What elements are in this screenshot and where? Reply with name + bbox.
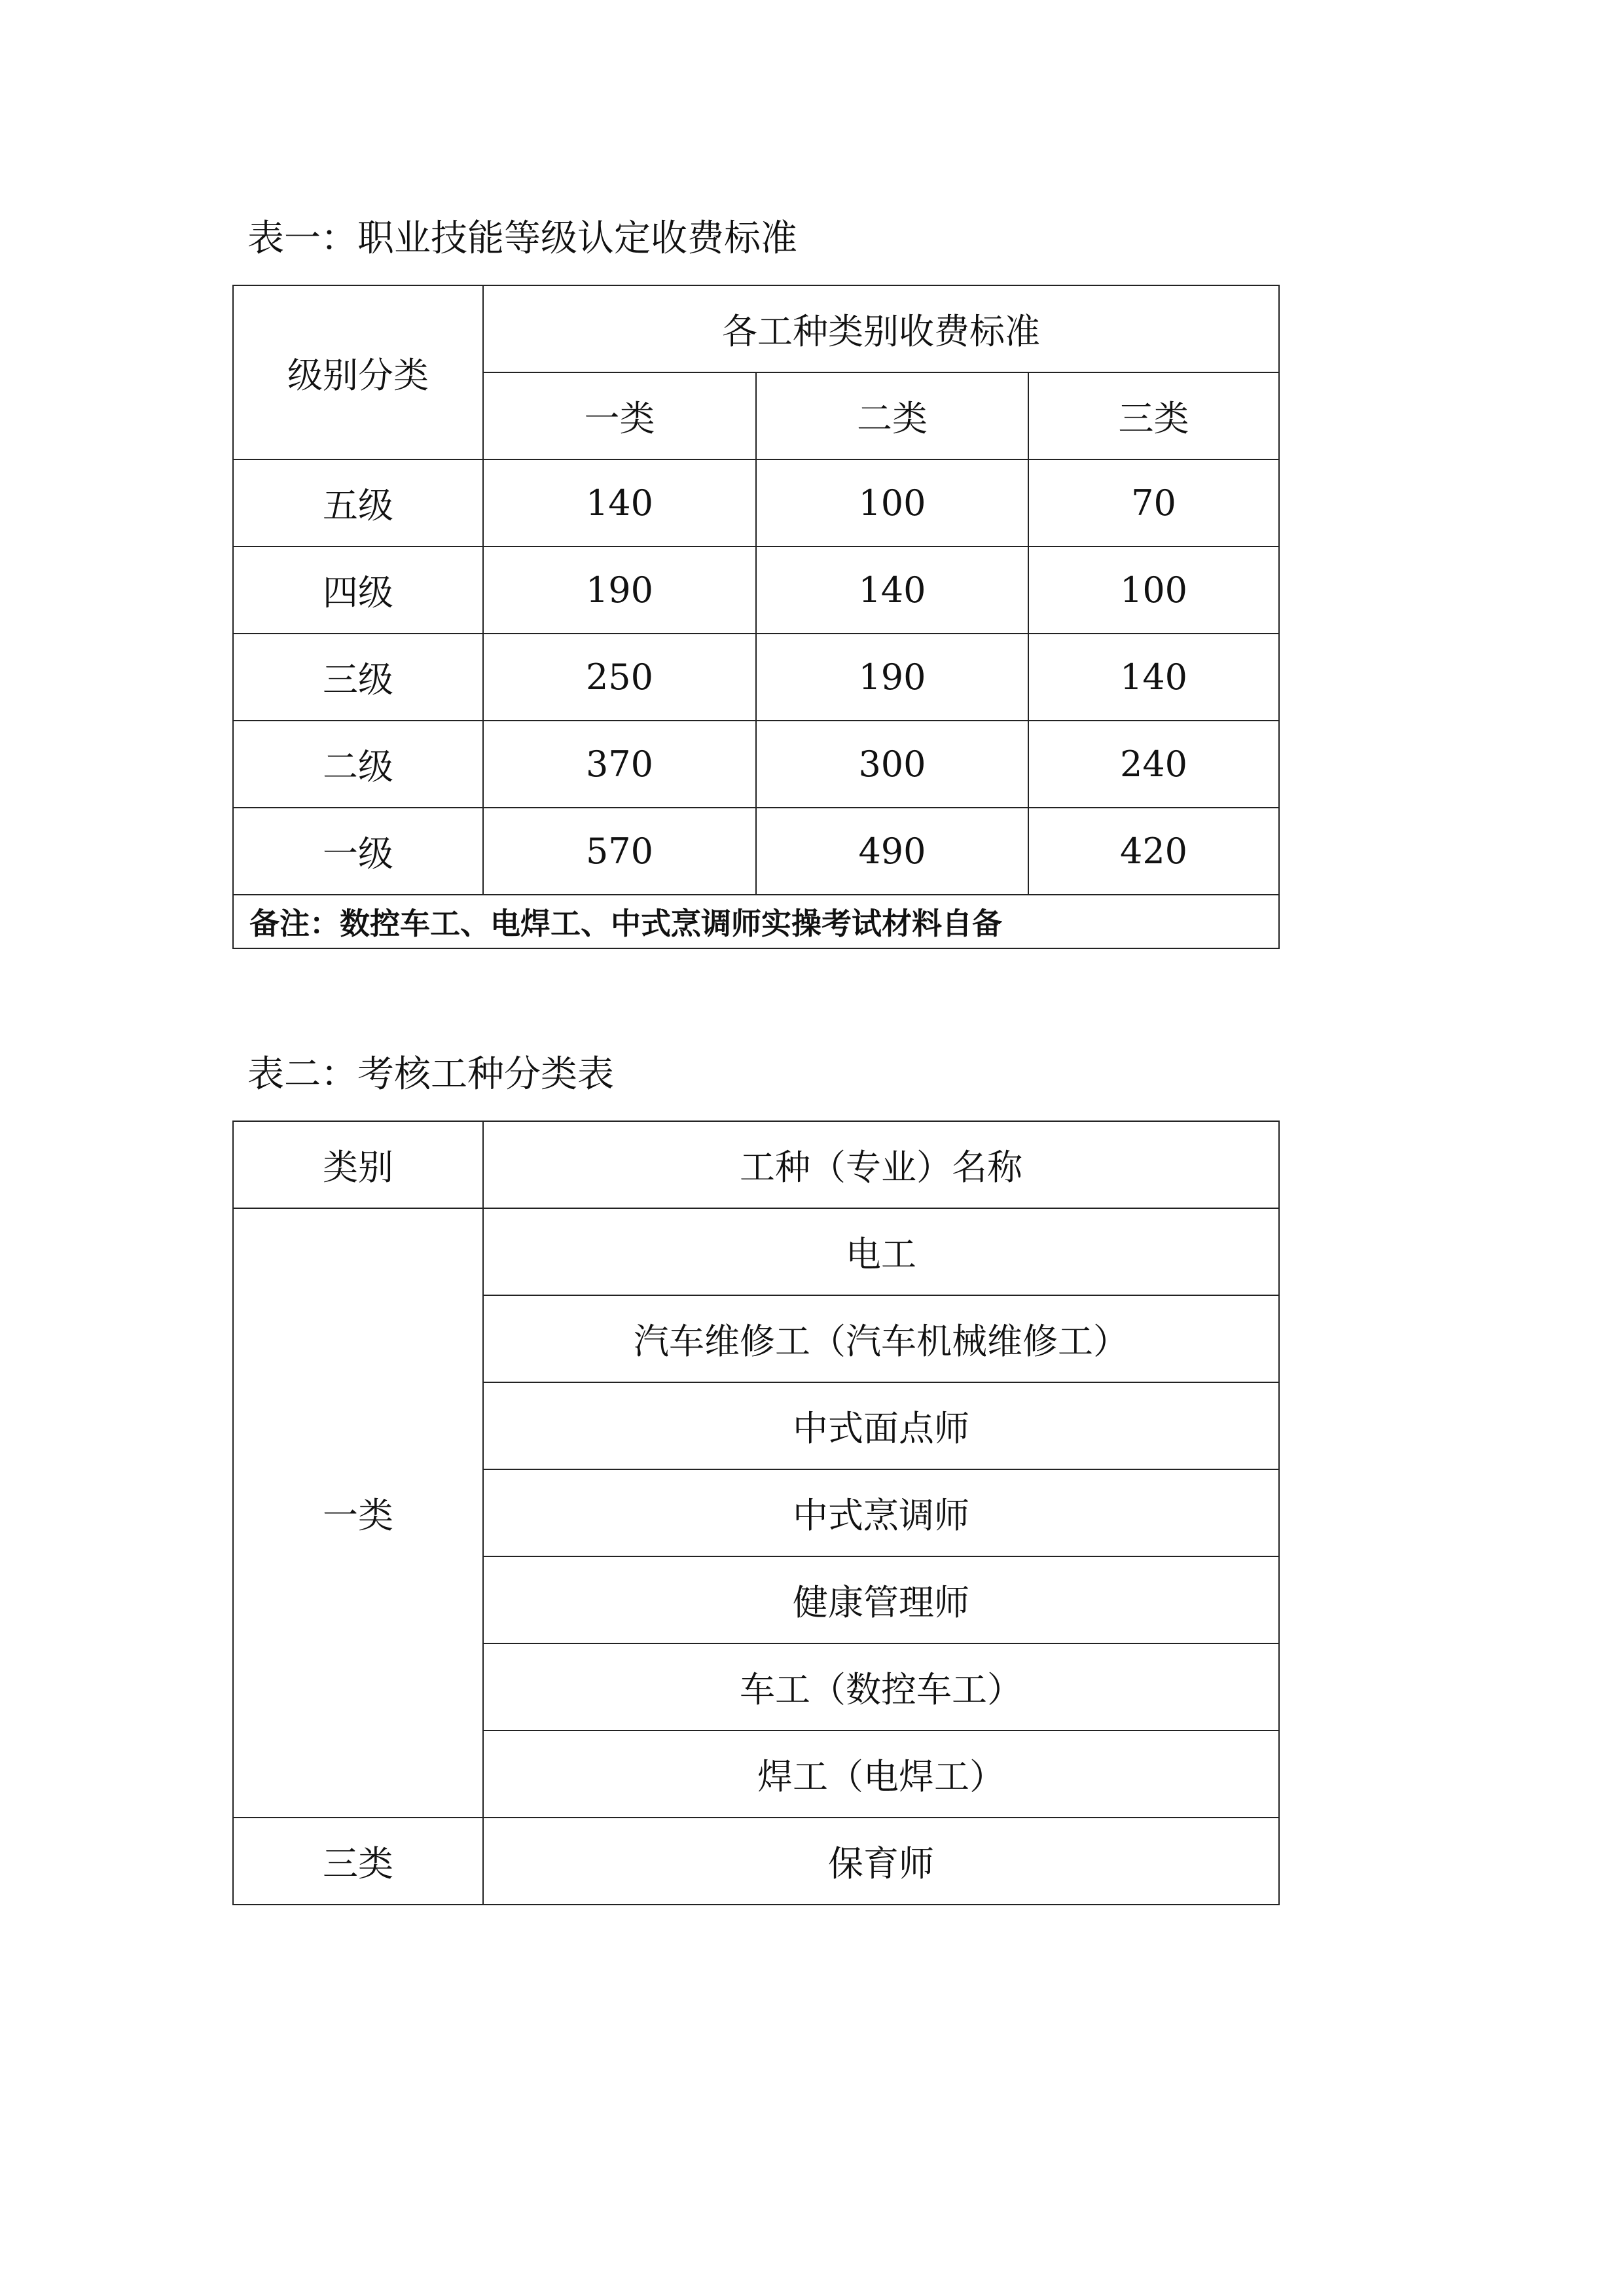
trade-classification-table bbox=[232, 1121, 1280, 1905]
fee-standard-table bbox=[232, 285, 1280, 949]
trade-cell: 电工 bbox=[483, 1208, 1279, 1295]
trade-name-header: 工种（专业）名称 bbox=[483, 1121, 1279, 1208]
category-header: 类别 bbox=[233, 1121, 483, 1208]
trade-cell: 车工（数控车工） bbox=[483, 1643, 1279, 1731]
fee-cell: 100 bbox=[756, 459, 1028, 547]
fee-cell: 300 bbox=[756, 721, 1028, 808]
table-row bbox=[233, 1818, 1279, 1905]
level-cell: 四级 bbox=[233, 547, 483, 634]
fee-cell: 70 bbox=[1028, 459, 1279, 547]
trade-cell: 中式面点师 bbox=[483, 1382, 1279, 1469]
trade-cell: 中式烹调师 bbox=[483, 1469, 1279, 1556]
trade-cell: 保育师 bbox=[483, 1818, 1279, 1905]
level-cell: 五级 bbox=[233, 459, 483, 547]
fee-cell: 250 bbox=[483, 634, 756, 721]
table-row bbox=[233, 547, 1279, 634]
trade-cell: 健康管理师 bbox=[483, 1556, 1279, 1643]
category-cell: 一类 bbox=[233, 1208, 483, 1818]
fee-cell: 100 bbox=[1028, 547, 1279, 634]
category-header: 二类 bbox=[756, 372, 1028, 459]
fee-cell: 420 bbox=[1028, 808, 1279, 895]
table-row bbox=[233, 808, 1279, 895]
table2-caption: 表二：考核工种分类表 bbox=[247, 1053, 614, 1096]
category-header: 一类 bbox=[483, 372, 756, 459]
level-header: 级别分类 bbox=[233, 285, 483, 459]
table-row bbox=[233, 1208, 1279, 1295]
fee-cell: 140 bbox=[483, 459, 756, 547]
category-header: 三类 bbox=[1028, 372, 1279, 459]
table-header-row bbox=[233, 1121, 1279, 1208]
table-row bbox=[233, 634, 1279, 721]
fee-group-header: 各工种类别收费标准 bbox=[483, 285, 1279, 372]
table1-caption: 表一：职业技能等级认定收费标准 bbox=[247, 217, 797, 260]
fee-cell: 240 bbox=[1028, 721, 1279, 808]
table-row bbox=[233, 459, 1279, 547]
level-cell: 三级 bbox=[233, 634, 483, 721]
trade-cell: 焊工（电焊工） bbox=[483, 1731, 1279, 1818]
fee-cell: 190 bbox=[483, 547, 756, 634]
table-header-row bbox=[233, 285, 1279, 372]
category-cell: 三类 bbox=[233, 1818, 483, 1905]
fee-cell: 570 bbox=[483, 808, 756, 895]
fee-cell: 140 bbox=[756, 547, 1028, 634]
note-row bbox=[233, 895, 1279, 948]
fee-cell: 490 bbox=[756, 808, 1028, 895]
fee-cell: 370 bbox=[483, 721, 756, 808]
level-cell: 二级 bbox=[233, 721, 483, 808]
fee-cell: 140 bbox=[1028, 634, 1279, 721]
table-note: 备注：数控车工、电焊工、中式烹调师实操考试材料自备 bbox=[233, 895, 1279, 948]
table-row bbox=[233, 721, 1279, 808]
trade-cell: 汽车维修工（汽车机械维修工） bbox=[483, 1295, 1279, 1382]
level-cell: 一级 bbox=[233, 808, 483, 895]
fee-cell: 190 bbox=[756, 634, 1028, 721]
